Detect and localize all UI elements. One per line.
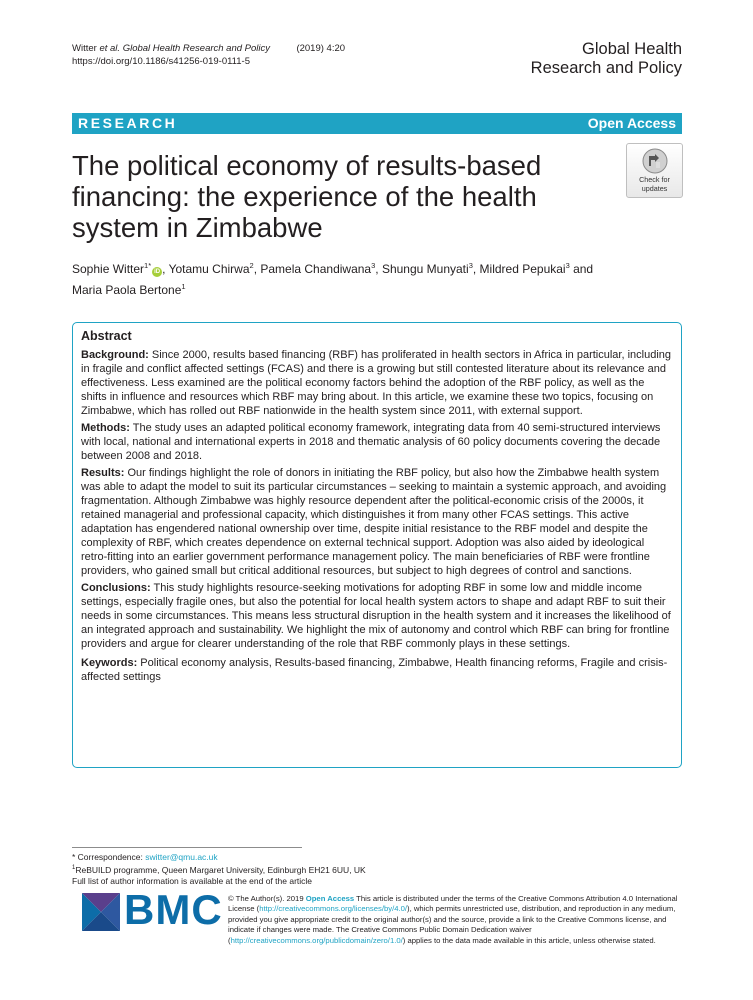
author-affil: 1: [181, 282, 186, 291]
article-type-label: RESEARCH: [78, 115, 178, 131]
citation-line: [72, 42, 345, 55]
abstract-keywords: [81, 656, 673, 684]
journal-name-line2: Research and Policy: [530, 59, 682, 77]
open-access-label: Open Access: [587, 115, 676, 131]
affiliation-line: $^1$ReBUILD programme, Queen Margaret University, Edinburgh EH21 6UU, UK: [72, 864, 366, 875]
keywords-text: Political economy analysis, Results-based financing, Zimbabwe, Health financing reforms, Fragile and crisis-affected settings: [81, 657, 668, 683]
abstract-heading: Abstract: [81, 329, 132, 343]
abstract-methods: [81, 421, 673, 463]
conclusions-text: This study highlights resource-seeking motivations for adopting RBF in some low and middle income settings, especially fragile ones, but also the potential for local health system actors to shape and adapt RBF to suit their needs in some circumstances. This means less structural disruption in the health system and it increases the likelihood of an integrated approach and sustainability. We highlight the mix of autonomy and control which RBF can bring for frontline providers and argue for clearer understanding of the role that RBF commonly plays in these settings.: [81, 582, 671, 650]
abstract-results: [81, 466, 673, 578]
check-updates-line2: updates: [641, 183, 668, 193]
author-name[interactable]: Yotamu Chirwa: [168, 262, 250, 276]
author-name[interactable]: Sophie Witter: [72, 262, 145, 276]
author-list: Sophie Witter$^{1*}$iD , Yotamu Chirwa$^2$, Pamela Chandiwana$^3$, Shungu Munyati$^3$, Mildred Pepukai$^3$ and Maria Paola Bertone$^1$: [72, 261, 594, 297]
public-domain-link[interactable]: http://creativecommons.org/publicdomain/zero/1.0/: [230, 935, 403, 945]
footnote-divider: [72, 847, 302, 848]
correspondence-line: * Correspondence: switter@qmu.ac.uk: [72, 852, 218, 862]
full-list-note: Full list of author information is available at the end of the article: [72, 875, 313, 886]
article-type-banner: [72, 113, 682, 134]
background-text: Since 2000, results based financing (RBF) has proliferated in health sectors in Africa in particular, including in fragile and conflict affected settings (FCAS) and there is a growing but still contested literature about its relevance and effectiveness. Less examined are the political economy factors behind the adoption of the RBF policy, as well as the shifts in influence and resources which RBF may bring about. In this article, we examine these two topics, focusing on Zimbabwe, which has rolled out RBF nationwide in the health system since 2011, with external support.: [81, 349, 672, 417]
author-name[interactable]: Pamela Chandiwana: [260, 262, 372, 276]
methods-label: Methods:: [81, 422, 130, 434]
keywords-label: Keywords:: [81, 657, 138, 669]
orcid-icon[interactable]: iD: [154, 269, 161, 275]
license-open-access: Open Access: [305, 894, 355, 903]
conclusions-label: Conclusions:: [81, 582, 151, 594]
check-updates-icon: [641, 147, 669, 175]
abstract-conclusions: [81, 581, 673, 651]
license-link[interactable]: http://creativecommons.org/licenses/by/4.0/: [259, 904, 408, 914]
citation-year: (2019) 4:20: [296, 43, 346, 54]
results-text: Our findings highlight the role of donors in initiating the RBF policy, but also how the Zimbabwe health system was able to adapt the model to suit its particular circumstances – seeking to maintain a systemic approach, and avoiding fragmentation. Although Zimbabwe was highly resource dependent after the political-economic crisis of the 2000s, it retained managerial and professional capacity, which distinguishes it from many other FCAS settings. This active adaptation has engendered national ownership over time, despite initial resistance to the RBF model and despite the complexity of RBF, which creates dependence on external technical support. Adoption was also aided by ideological retro-fitting into an earlier government performance management policy. The main beneficiaries of RBF were frontline providers, who gained small but critical additional resources, but subject to high degrees of control and sanctions.: [81, 467, 667, 577]
author-affil: 3: [371, 261, 376, 270]
author-affil: 2: [249, 261, 254, 270]
author-name[interactable]: Maria Paola Bertone: [72, 283, 182, 297]
email-link[interactable]: switter@qmu.ac.uk: [145, 852, 218, 862]
bmc-logo-icon: [82, 893, 120, 931]
bmc-logo-text: BMC: [124, 886, 223, 933]
author-affil: 3: [565, 261, 570, 270]
citation-journal: et al. Global Health Research and Policy: [99, 43, 271, 54]
abstract-background: [81, 348, 673, 418]
methods-text: The study uses an adapted political economy framework, integrating data from 40 semi-structured interviews with local, national and international experts in 2018 and thematic analysis of 60 policy documents covering the decade between 2008 and 2018.: [81, 422, 661, 462]
results-label: Results:: [81, 467, 125, 479]
article-title: The political economy of results-based financing: the experience of the health system in Zimbabwe: [72, 150, 542, 243]
check-for-updates-badge[interactable]: [626, 143, 683, 198]
background-label: Background:: [81, 349, 149, 361]
journal-name-line1: Global Health: [582, 40, 682, 58]
check-updates-line1: Check for: [639, 175, 670, 184]
footnotes: [72, 852, 366, 887]
license-text: © The Author(s). 2019 Open Access This article is distributed under the terms of the Creative Commons Attribution 4.0 International License (http://creativecommons.org/licenses/by/4.0/), which permits unrestricted use, distribution, and reproduction in any medium, provided you give appropriate credit to the original author(s) and the source, provide a link to the Creative Commons license, and indicate if changes were made. The Creative Commons Public Domain Dedication waiver (http://creativecommons.org/publicdomain/zero/1.0/) applies to the data made available in this article, unless otherwise stated.: [228, 894, 678, 945]
author-name[interactable]: Shungu Munyati: [381, 262, 469, 276]
citation-block: [72, 42, 345, 68]
journal-name: [531, 40, 682, 78]
author-affil: 1*: [144, 261, 152, 270]
doi-link[interactable]: https://doi.org/10.1186/s41256-019-0111-5: [72, 56, 250, 67]
author-name[interactable]: Mildred Pepukai: [479, 262, 566, 276]
abstract-box: [72, 322, 682, 768]
author-affil: 3: [468, 261, 473, 270]
citation-authors: Witter: [72, 43, 100, 54]
